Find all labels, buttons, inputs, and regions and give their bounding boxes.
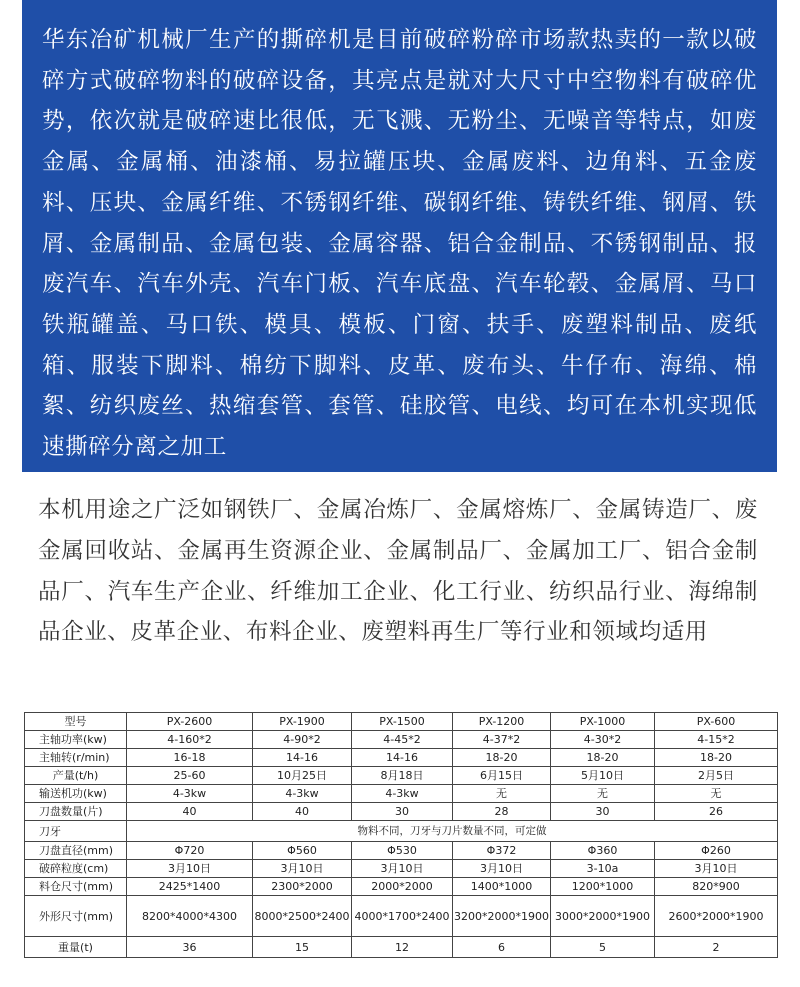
table-row xyxy=(25,785,778,803)
table-cell: 1200*1000 xyxy=(551,878,655,896)
table-cell: 3200*2000*1900 xyxy=(453,896,551,937)
row-label: 主轴转(r/min) xyxy=(25,749,127,767)
table-cell: Φ372 xyxy=(453,842,551,860)
row-label: 产量(t/h) xyxy=(25,767,127,785)
model-name: PX-600 xyxy=(655,713,778,731)
table-cell: Φ720 xyxy=(127,842,253,860)
table-cell: 1400*1000 xyxy=(453,878,551,896)
table-cell: 25-60 xyxy=(127,767,253,785)
table-cell: 4-3kw xyxy=(352,785,453,803)
table-cell: 8月18日 xyxy=(352,767,453,785)
table-cell: 40 xyxy=(253,803,352,821)
table-cell: 8200*4000*4300 xyxy=(127,896,253,937)
row-label: 刀牙 xyxy=(25,821,127,842)
table-cell: 8000*2500*2400 xyxy=(253,896,352,937)
table-cell: 3月10日 xyxy=(655,860,778,878)
table-row xyxy=(25,878,778,896)
table-row xyxy=(25,860,778,878)
table-row-dimensions xyxy=(25,896,778,937)
table-row xyxy=(25,731,778,749)
table-cell: 14-16 xyxy=(253,749,352,767)
table-cell: 36 xyxy=(127,937,253,958)
table-cell: 3月10日 xyxy=(352,860,453,878)
table-cell: 6 xyxy=(453,937,551,958)
table-cell: 28 xyxy=(453,803,551,821)
intro-text: 华东冶矿机械厂生产的撕碎机是目前破碎粉碎市场款热卖的一款以破碎方式破碎物料的破碎设备，其亮点是就对大尺寸中空物料有破碎优势，依次就是破碎速比很低，无飞溅、无粉尘、无噪音等特点，如废金属、金属桶、油漆桶、易拉罐压块、金属废料、边角料、五金废料、压块、金属纤维、不锈钢纤维、碳钢纤维、铸铁纤维、钢屑、铁屑、金属制品、金属包装、金属容器、铝合金制品、不锈钢制品、报废汽车、汽车外壳、汽车门板、汽车底盘、汽车轮毂、金属屑、马口铁瓶罐盖、马口铁、模具、模板、门窗、扶手、废塑料制品、废纸箱、服装下脚料、棉纺下脚料、皮革、废布头、牛仔布、海绵、棉絮、纺织废丝、热缩套管、套管、硅胶管、电线、均可在本机实现低速撕碎分离之加工 xyxy=(42,27,757,461)
table-cell: 无 xyxy=(551,785,655,803)
spec-table xyxy=(24,712,778,958)
model-name: PX-1900 xyxy=(253,713,352,731)
table-cell: 4-37*2 xyxy=(453,731,551,749)
table-cell: Φ560 xyxy=(253,842,352,860)
model-name: PX-2600 xyxy=(127,713,253,731)
table-cell: 4000*1700*2400 xyxy=(352,896,453,937)
table-cell: 26 xyxy=(655,803,778,821)
table-cell: 820*900 xyxy=(655,878,778,896)
table-cell: 5 xyxy=(551,937,655,958)
table-cell: 10月25日 xyxy=(253,767,352,785)
table-header-row xyxy=(25,713,778,731)
row-label: 破碎粒度(cm) xyxy=(25,860,127,878)
table-cell: Φ260 xyxy=(655,842,778,860)
intro-panel xyxy=(22,0,777,472)
table-row xyxy=(25,842,778,860)
table-cell: 14-16 xyxy=(352,749,453,767)
table-cell: 30 xyxy=(551,803,655,821)
table-cell: 12 xyxy=(352,937,453,958)
table-row xyxy=(25,767,778,785)
table-cell: 4-45*2 xyxy=(352,731,453,749)
table-cell: 4-90*2 xyxy=(253,731,352,749)
header-label: 型号 xyxy=(25,713,127,731)
table-cell: 16-18 xyxy=(127,749,253,767)
row-label: 刀盘直径(mm) xyxy=(25,842,127,860)
table-row-knife xyxy=(25,821,778,842)
table-cell: 4-15*2 xyxy=(655,731,778,749)
table-cell: 15 xyxy=(253,937,352,958)
model-name: PX-1000 xyxy=(551,713,655,731)
usage-text: 本机用途之广泛如钢铁厂、金属冶炼厂、金属熔炼厂、金属铸造厂、废金属回收站、金属再生资源企业、金属制品厂、金属加工厂、铝合金制品厂、汽车生产企业、纤维加工企业、化工行业、纺织品行业、海绵制品企业、皮革企业、布料企业、废塑料再生厂等行业和领域均适用 xyxy=(38,497,758,646)
table-cell: 2600*2000*1900 xyxy=(655,896,778,937)
table-cell: Φ360 xyxy=(551,842,655,860)
table-cell: 2000*2000 xyxy=(352,878,453,896)
table-cell: 4-3kw xyxy=(253,785,352,803)
table-cell: 2月5日 xyxy=(655,767,778,785)
table-cell: 4-3kw xyxy=(127,785,253,803)
table-cell: 3-10a xyxy=(551,860,655,878)
row-label: 外形尺寸(mm) xyxy=(25,896,127,937)
table-cell: 6月15日 xyxy=(453,767,551,785)
table-cell: 无 xyxy=(655,785,778,803)
table-cell: 3月10日 xyxy=(453,860,551,878)
table-row-weight xyxy=(25,937,778,958)
table-cell: 3月10日 xyxy=(127,860,253,878)
table-cell: Φ530 xyxy=(352,842,453,860)
table-cell: 30 xyxy=(352,803,453,821)
table-cell: 18-20 xyxy=(655,749,778,767)
table-cell: 2 xyxy=(655,937,778,958)
table-cell: 2300*2000 xyxy=(253,878,352,896)
model-name: PX-1200 xyxy=(453,713,551,731)
row-label: 重量(t) xyxy=(25,937,127,958)
table-cell: 无 xyxy=(453,785,551,803)
row-label: 输送机功(kw) xyxy=(25,785,127,803)
table-cell: 18-20 xyxy=(453,749,551,767)
table-row xyxy=(25,803,778,821)
table-cell: 3月10日 xyxy=(253,860,352,878)
table-cell: 18-20 xyxy=(551,749,655,767)
row-label: 主轴功率(kw) xyxy=(25,731,127,749)
table-cell: 4-30*2 xyxy=(551,731,655,749)
table-cell: 5月10日 xyxy=(551,767,655,785)
table-cell: 2425*1400 xyxy=(127,878,253,896)
model-name: PX-1500 xyxy=(352,713,453,731)
knife-note: 物料不同，刀牙与刀片数量不同，可定做 xyxy=(127,821,778,842)
row-label: 料仓尺寸(mm) xyxy=(25,878,127,896)
table-cell: 4-160*2 xyxy=(127,731,253,749)
table-cell: 3000*2000*1900 xyxy=(551,896,655,937)
row-label: 刀盘数量(片) xyxy=(25,803,127,821)
table-row xyxy=(25,749,778,767)
table-cell: 40 xyxy=(127,803,253,821)
